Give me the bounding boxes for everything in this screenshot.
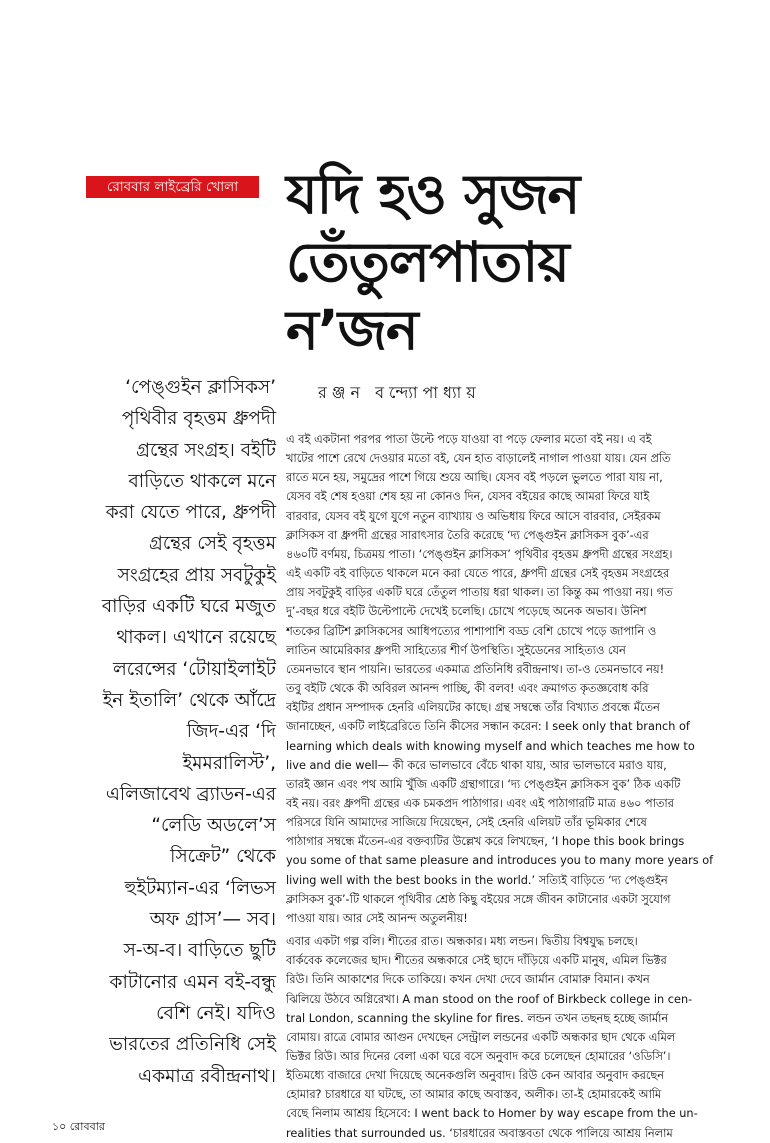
body-line: জানাচ্ছেন, একটি লাইব্রেরিতে তিনি কীসের সন্ধান করেন: I seek only that branch of (286, 720, 690, 734)
body-line: এ বই একটানা পরপর পাতা উল্টে পড়ে যাওয়া বা পড়ে ফেলার মতো বই নয়। এ বই (286, 433, 652, 446)
body-line: বোমায়। রাত্রে বোমার আগুন দেখছেন সেন্ট্রাল লন্ডনের একটি অন্ধকার ছাদ থেকে এমিল (286, 1030, 676, 1044)
pull-quote-line: “লেডি অডলে’স (151, 815, 276, 837)
body-line: learning which deals with knowing myself and which teaches me how to (286, 739, 695, 753)
body-line: ক্লাসিকস বা ধ্রুপদী গ্রন্থের সারাৎসার তৈরি করেছে ‘দ্য পেঙ্গুইন ক্লাসিকস বুক’-এর (286, 528, 649, 542)
body-line: ইতিমধ্যে বাজারে দেখা দিয়েছে অনেকগুলি অনুবাদ। রিউ কেন আবার অনুবাদ করছেন (286, 1069, 664, 1083)
body-line: realities that surrounded us. ‘চারধারের অবাস্তবতা থেকে পালিয়ে আশ্রয় নিলাম (286, 1126, 673, 1140)
pull-quote-line: অফ গ্রাস’— সব। (149, 909, 276, 931)
pull-quote-line: সিক্রেট” থেকে (170, 846, 276, 868)
pull-quote-line: ইন ইতালি’ থেকে আঁদ্রে (102, 689, 276, 711)
body-line: ঝিলিয়ে উঠবে অগ্নিরেখা। A man stood on the roof of Birkbeck college in cen- (286, 992, 693, 1006)
body-line: living well with the best books in the world.’ সত্যিই বাড়িতে ‘দ্য পেঙ্গুইন (286, 873, 668, 887)
pull-quote-line: এলিজাবেথ ব্র্যাডন-এর (105, 783, 276, 805)
pull-quote-line: গ্রন্থের সংগ্রহ। বইটি (136, 439, 276, 461)
pull-quote-line: কাটানোর এমন বই-বন্ধু (109, 971, 276, 993)
headline-line: ন’জন (286, 298, 418, 362)
headline-line: যদি হও সুজন (286, 162, 580, 226)
body-line: ক্লাসিকস বুক’-টি থাকলে পৃথিবীর শ্রেষ্ঠ কিছু বইয়ের সঙ্গে জীবন কাটানোর একটা সুযোগ (286, 892, 671, 906)
pull-quote-line: গ্রন্থের সেই বৃহত্তম (148, 533, 276, 555)
pull-quote-line: করা যেতে পারে, ধ্রুপদী (105, 502, 276, 524)
body-line: তবু বইটি থেকে কী অবিরল আনন্দ পাচ্ছি, কী বলব! এবং ক্রমাগত কৃতজ্ঞবোধ করি (286, 682, 649, 696)
pull-quote-line: ইমমরালিস্ট’, (182, 752, 276, 774)
pull-quote-line: বেশি নেই। যদিও (156, 1002, 276, 1024)
body-line: হোমার? চারধারে যা ঘটছে, তা আমার কাছে অবাস্তব, অলীক। তা-ই হোমারকেই আমি (286, 1088, 662, 1102)
pull-quote-line: থাকল। এখানে রয়েছে (116, 627, 276, 649)
body-line: যেসব বই শেষ হওয়া শেষ হয় না কোনও দিন, যেসব বইয়ের কাছে আমরা ফিরে যাই (286, 490, 650, 504)
body-line: বার্কবেক কলেজের ছাদ। শীতের অন্ধকারে সেই ছাদে দাঁড়িয়ে একটি মানুষ, এমিল ভিক্টর (286, 954, 667, 968)
pull-quote-line: স-অ-ব। বাড়িতে ছুটি (123, 940, 276, 962)
pull-quote-line: লরেন্সের ‘টোয়াইলাইট (112, 658, 276, 680)
body-line: এবার একটা গল্প বলি। শীতের রাত। অন্ধকার। মধ্য লন্ডন। দ্বিতীয় বিশ্বযুদ্ধ চলছে। (286, 935, 638, 949)
body-line: পরিসরে যিনি আমাদের সাজিয়ে দিয়েছেন, সেই হেনরি এলিয়ট তাঁর ভূমিকার শেষে (286, 816, 647, 830)
headline (286, 160, 726, 364)
body-line: পাঠাগার সম্বন্ধে মঁতেন-এর বক্তব্যটির উল্লেখ করে লিখছেন, ‘I hope this book brings (286, 835, 685, 849)
body-line: এই একটি বই বাড়িতে থাকলে মনে করা যেতে পারে, ধ্রুপদী গ্রন্থের সেই বৃহত্তম সংগ্রহের (286, 567, 670, 581)
body-line: পাওয়া যায়। আর সেই আনন্দ অতুলনীয়! (286, 911, 468, 925)
body-line: লাতিন আমেরিকার ধ্রুপদী সাহিত্যের শীর্ণ উপস্থিতি। সুইডেনের সাহিত্যও যেন (286, 643, 626, 657)
body-line: শতকের ব্রিটিশ ক্লাসিকসের আধিপত্যের পাশাপাশি বড্ড বেশি চোখে পড়ে জাপানি ও (286, 624, 657, 638)
page-folio: ১০ রোববার (52, 1120, 105, 1133)
pull-quote-line: সংগ্রহের প্রায় সবটুকুই (117, 564, 276, 586)
body-line: খাটের পাশে রেখে দেওয়ার মতো বই, যেন হাত বাড়ালেই নাগাল পাওয়া যায়। যেন প্রতি (286, 452, 671, 466)
article-body (286, 430, 734, 1143)
pull-quote-line: হুইটম্যান-এর ‘লিভস (124, 877, 276, 899)
pull-quote-line: বাড়ির একটি ঘরে মজুত (101, 596, 276, 618)
body-line: রিউ। তিনি আকাশের দিকে তাকিয়ে। কখন দেখা দেবে জার্মান বোমারু বিমান। কখন (286, 973, 650, 987)
body-line: বইটির প্রধান সম্পাদক হেনরি এলিয়টের কাছে। গ্রন্থ সম্বন্ধে তাঁর বিখ্যাত প্রবন্ধে মঁতেন (286, 701, 660, 715)
body-line: রাতে মনে হয়, সমুদ্রের পাশে গিয়ে শুয়ে আছি। যেসব বই পড়লে ভুলতে পারা যায় না, (286, 471, 663, 485)
body-line: বারবার, যেসব বই যুগে যুগে নতুন ব্যাখ্যায় ও অভিধায় ফিরে আসে বারবার, সেইরকম (286, 509, 661, 523)
body-line: প্রায় সবটুকুই বাড়ির একটি ঘরে তেঁতুল পাতায় ধরা থাকল। তা কিন্তু কম পাওয়া নয়। গত (286, 586, 673, 600)
pull-quote-line: বাড়িতে থাকলে মনে (128, 470, 276, 492)
body-line: ৪৬০টি বর্ণময়, চিত্রময় পাতা। ‘পেঙ্গুইন ক্লাসিকস’ পৃথিবীর বৃহত্তম ধ্রুপদী গ্রন্থের সংগ্রহ। (286, 547, 673, 561)
body-line: live and die well— কী করে ভালভাবে বেঁচে থাকা যায়, আর ভালভাবে মরাও যায়, (286, 758, 667, 772)
body-line: ভিক্টর রিউ। আর দিনের বেলা একা ঘরে বসে অনুবাদ করে চলেছেন হোমারের ‘ওডিসি’। (286, 1050, 671, 1063)
pull-quote-line: জিদ-এর ‘দি (186, 721, 276, 743)
body-line: তারই জ্ঞান এবং পথ আমি খুঁজি একটি গ্রন্থাগারে। ‘দ্য পেঙ্গুইন ক্লাসিকস বুক’ ঠিক একটি (286, 777, 681, 791)
body-line: দু’-বছর ধরে বইটি উল্টেপাল্টে দেখেই চলেছি। চোখে পড়েছে অনেক অভাব। উনিশ (286, 605, 647, 619)
byline: রঞ্জন বন্দ্যোপাধ্যায় (318, 383, 481, 402)
pull-quote (52, 372, 276, 1092)
body-line: বই নয়। বরং ধ্রুপদী গ্রন্থের এক চমকপ্রদ পাঠাগার। এবং এই পাঠাগারটি মাত্র ৪৬০ পাতার (286, 796, 674, 810)
pull-quote-line: একমাত্র রবীন্দ্রনাথ। (138, 1065, 276, 1087)
body-line: তেমনভাবে স্থান পায়নি। ভারতের একমাত্র প্রতিনিধি রবীন্দ্রনাথ। তা-ও তেমনভাবে নয়! (286, 662, 665, 676)
pull-quote-line: পৃথিবীর বৃহত্তম ধ্রুপদী (121, 408, 276, 430)
headline-line: তেঁতুলপাতায় (286, 230, 569, 294)
body-line: বেছে নিলাম আশ্রয় হিসেবে: I went back to Homer by way escape from the un- (286, 1107, 698, 1121)
section-tag: রোববার লাইব্রেরি খোলা (86, 176, 259, 198)
pull-quote-line: ভারতের প্রতিনিধি সেই (109, 1034, 276, 1056)
body-line: you some of that same pleasure and introduces you to many more years of (286, 854, 714, 868)
pull-quote-line: ‘পেঙ্গুইন ক্লাসিকস’ (125, 377, 276, 398)
body-line: tral London, scanning the skyline for fires. লন্ডন তখন তছনছ হচ্ছে জার্মান (286, 1011, 669, 1025)
